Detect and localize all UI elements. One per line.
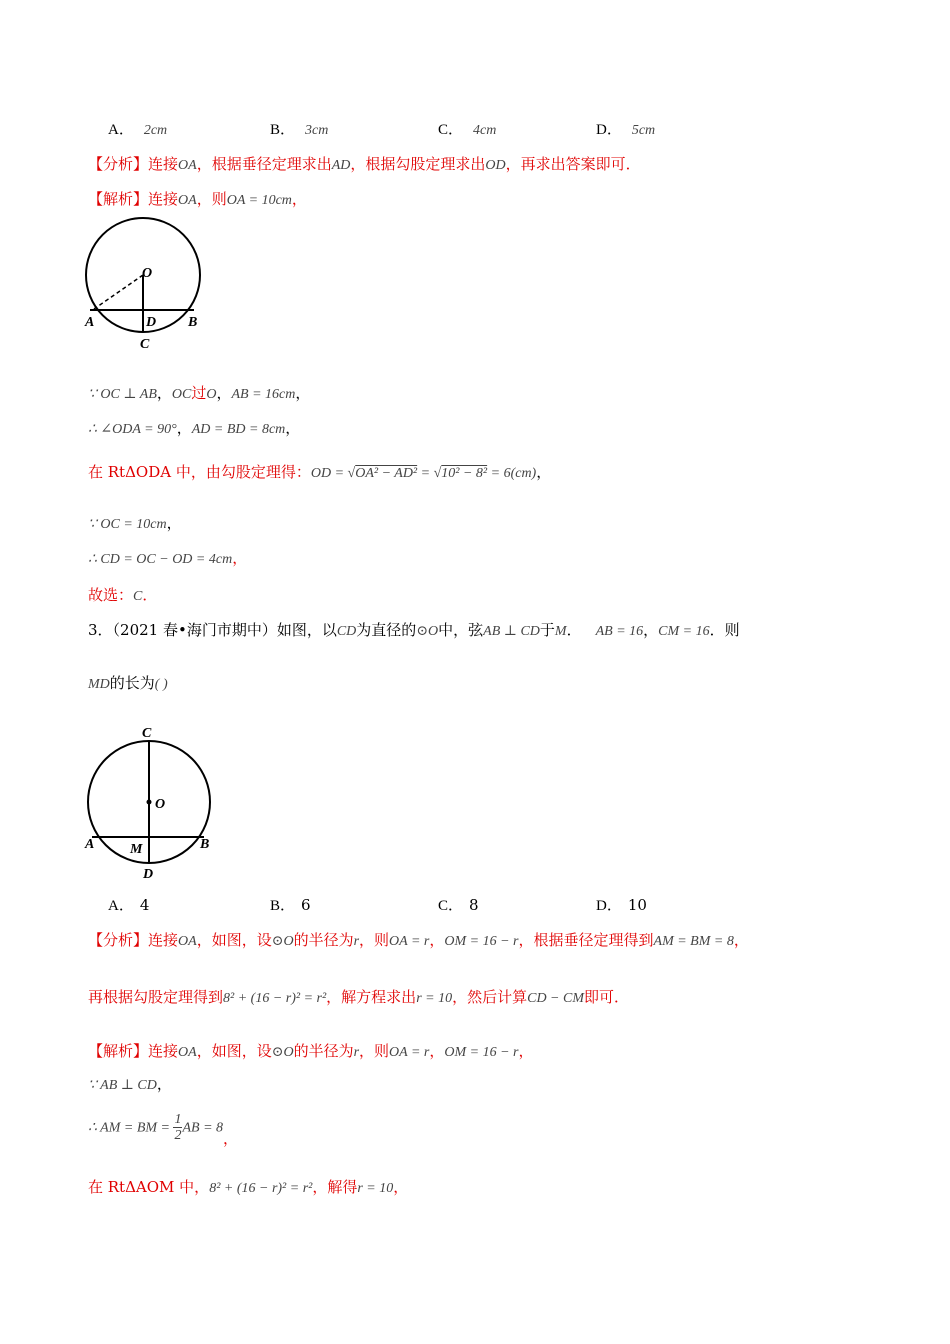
q2-label-b: B [188,315,198,330]
q2-analysis: 【分析】连接OA，根据垂径定理求出AD，根据勾股定理求出OD，再求出答案即可． [88,155,641,173]
q2-option-a: A． 2cm [108,122,168,138]
q2-label-a: A [85,315,95,330]
q3-option-c: C． 8 [438,896,479,914]
q3-stem: 3．（2021 春•海门市期中）如图，以CD为直径的⊙O中，弦AB ⊥ CD于M． AB = 16，CM = 16．则 [88,621,740,639]
q2-pythagoras: 在 RtΔODA 中，由勾股定理得：OD = √OA² − AD² = √10² − 8² = 6(cm)， [88,463,552,481]
q2-step-oc: ∵ OC = 10cm， [88,514,182,532]
q2-segment-oa [94,275,143,309]
q3-label-c: C [142,726,152,741]
q3-option-a: A． 4 [108,896,150,914]
q3-label-b: B [200,837,210,852]
q3-analysis-2: 再根据勾股定理得到8² + (16 − r)² = r²，解方程求出r = 10，然后计算CD − CM即可． [88,988,630,1006]
q2-circle-figure [80,215,220,355]
q3-option-b: B． 6 [270,896,311,914]
q3-label-o: O [155,797,166,812]
q2-step-1: ∵ OC ⊥ AB，OC过O，AB = 16cm， [88,384,311,402]
q2-option-b: B． 3cm [270,122,329,138]
q3-solution: 【解析】连接OA，如图，设⊙O的半径为r，则OA = r，OM = 16 − r， [88,1042,534,1060]
q3-label-a: A [85,837,95,852]
q3-step-2: ∴ AM = BM = $\frac{1}{2}$ AB = 8， [88,1112,239,1148]
q2-label-d: D [146,315,157,330]
q2-option-d: D． 5cm [596,122,656,138]
q2-step-cd: ∴ CD = OC − OD = 4cm， [88,549,248,567]
q3-option-d: D． 10 [596,896,647,914]
q3-step-1: ∵ AB ⊥ CD， [88,1075,172,1093]
q3-step-3: 在 RtΔAOM 中，8² + (16 − r)² = r²，解得r = 10， [88,1178,409,1196]
q2-solution: 【解析】连接OA，则OA = 10cm， [88,190,307,208]
q2-label-o: O [142,266,153,281]
q3-circle-figure [80,720,220,885]
q2-label-c: C [140,337,150,352]
q2-option-c: C． 4cm [438,122,497,138]
q2-step-2: ∴ ∠ODA = 90°，AD = BD = 8cm， [88,419,301,437]
q3-fraction-half: $\frac{1}{2}$ [174,1112,182,1143]
q3-analysis-1: 【分析】连接OA，如图，设⊙O的半径为r，则OA = r，OM = 16 − r，根据垂径定理得到AM = BM = 8， [88,931,749,949]
q3-label-d: D [143,867,154,882]
q2-answer: 故选：C． [88,586,158,604]
q3-stem-2: MD的长为( ) [88,674,168,692]
q3-label-m: M [130,842,143,857]
q3-center-dot [147,800,152,805]
